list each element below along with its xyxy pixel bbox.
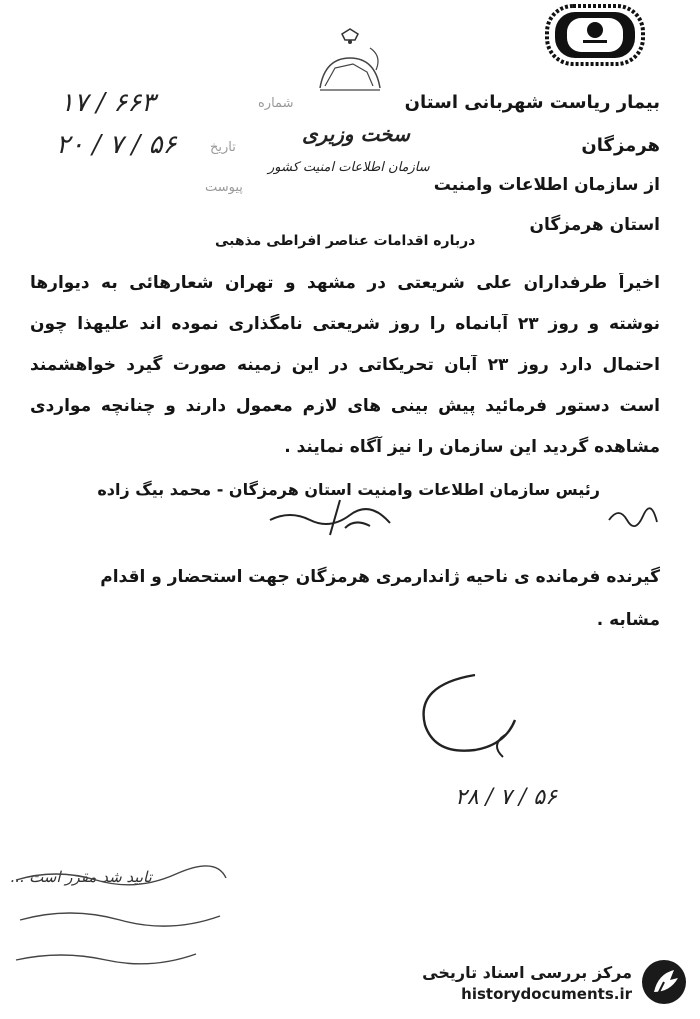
lion-sun-emblem-icon	[300, 28, 400, 108]
subject-line: درباره اقدامات عناصر افراطی مذهبی	[215, 233, 476, 249]
stamp-org-text: سازمان اطلاعات امنیت کشور	[268, 160, 430, 175]
letter-number-value: ۶۶۳ / ۱۷	[60, 88, 156, 118]
province-line: استان هرمزگان	[529, 215, 660, 235]
initials-scribble-icon	[605, 500, 660, 530]
official-seal-icon	[545, 4, 645, 66]
addressee-line-1: بیمار ریاست شهربانی استان	[404, 92, 660, 113]
letter-number-label: شماره	[258, 96, 294, 111]
stamp-top-text: سخت وزیری	[302, 122, 410, 146]
footer-website: historydocuments.ir	[461, 985, 632, 1003]
large-signature-icon	[385, 665, 555, 765]
margin-note: تایید شد مقرر است ...	[10, 868, 152, 886]
body-line: احتمال دارد روز ۲۳ آبان تحریکاتی در این زمینه صورت گیرد خواهشمند	[30, 355, 660, 375]
signature-scribble-icon	[260, 490, 420, 540]
body-line: مشاهده گردید این سازمان را نیز آگاه نمایند .	[284, 437, 660, 457]
cc-line-1: گیرنده فرمانده ی ناحیه ژاندارمری هرمزگان جهت استحضار و اقدام	[100, 567, 660, 587]
letter-date-value: ۵۶ / ۷ / ۲۰	[56, 130, 177, 160]
history-documents-logo-icon	[640, 958, 688, 1006]
handwritten-date: ۵۶ / ۷ / ۲۸	[455, 785, 557, 810]
body-line: نوشته و روز ۲۳ آبانماه را روز شریعتی نامگذاری نموده اند علیهذا چون	[30, 314, 660, 334]
addressee-line-2: هرمزگان	[581, 135, 660, 156]
letter-date-label: تاریخ	[210, 140, 236, 155]
cc-line-2: مشابه .	[596, 610, 660, 630]
sender-line: از سازمان اطلاعات وامنیت	[433, 175, 660, 195]
body-line: است دستور فرمائید پیش بینی های لازم معمول دارند و چنانچه مواردی	[30, 396, 660, 416]
body-line: اخیراً طرفداران علی شریعتی در مشهد و تهران شعارهائی به دیوارها	[30, 273, 660, 293]
signature-block: رئیس سازمان اطلاعات وامنیت استان هرمزگان - محمد بیگ زاده	[97, 480, 600, 499]
footer-org-name: مرکز بررسی اسناد تاریخی	[422, 963, 632, 982]
margin-note-scribble-icon	[6, 860, 236, 990]
letter-attachment-label: پیوست	[205, 180, 243, 195]
